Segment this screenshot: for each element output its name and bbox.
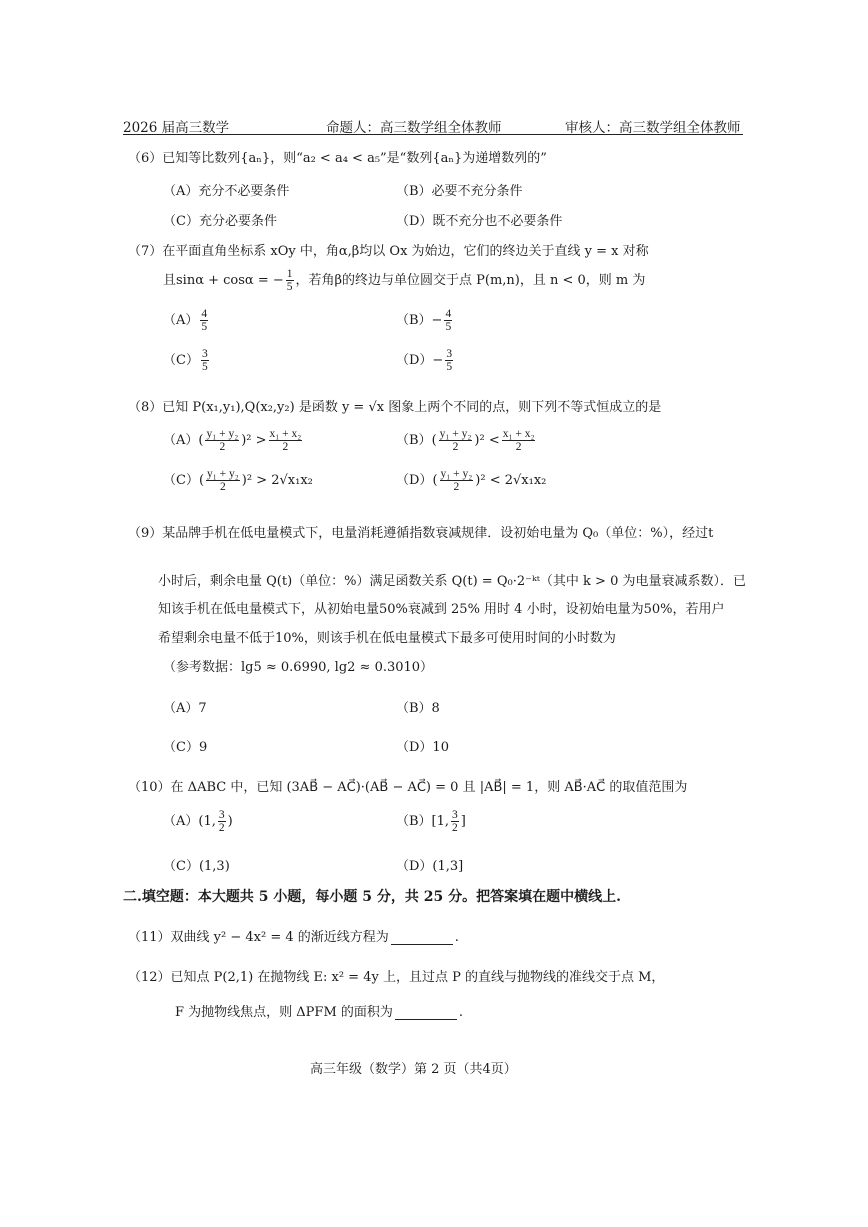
q10-option-a <box>163 809 233 834</box>
q8-d-den: 2 <box>453 481 460 494</box>
q6-option-a: （A）充分不必要条件 <box>163 184 290 199</box>
q8-b-open: ( <box>431 433 437 449</box>
q8-a-num1: y₁ + y₂ <box>206 428 239 440</box>
q11 <box>128 926 459 945</box>
q10-b-label: （B）[1, <box>396 814 450 830</box>
q7-a-label: （A） <box>163 313 199 329</box>
q7-option-a <box>163 308 210 333</box>
q7-c-num: 3 <box>201 348 208 360</box>
q10-option-b <box>396 809 466 834</box>
q12-answer-blank <box>395 1007 457 1020</box>
q7-stem-part2: ，若角β的终边与单位圆交于点 P(m,n)，且 n < 0，则 m 为 <box>295 273 646 289</box>
q10-stem: （10）在 ΔABC 中，已知 (3AB⃗ − AC⃗)·(AB⃗ − AC⃗) = 0 且 |AB⃗| = 1，则 AB⃗·AC⃗ 的取值范围为 <box>128 780 688 795</box>
q8-option-c <box>163 468 313 493</box>
q8-a-mid: )² > <box>241 433 267 449</box>
q7-d-frac <box>445 348 453 373</box>
q8-b-den2: 2 <box>515 441 522 454</box>
q10-b-frac <box>451 809 459 834</box>
q8-a-open: ( <box>198 433 204 449</box>
q11-end: . <box>454 930 459 945</box>
q10-b-den: 2 <box>452 822 458 835</box>
q8-c-num: y₁ + y₂ <box>207 468 239 480</box>
q9-line1: （9）某品牌手机在低电量模式下，电量消耗遵循指数衰减规律．设初始电量为 Q₀（单位：%），经过t <box>128 526 714 541</box>
q8-a-frac2 <box>269 428 303 453</box>
q10-a-label: （A）(1, <box>163 814 216 830</box>
q7-b-den: 5 <box>445 321 452 334</box>
q7-stem-line2 <box>163 268 645 293</box>
q8-b-mid: )² < <box>474 433 500 449</box>
q9-option-a: （A）7 <box>163 701 207 716</box>
q7-option-b <box>396 308 454 333</box>
page-footer: 高三年级（数学）第 2 页（共4页） <box>310 1062 517 1077</box>
q12-line2 <box>175 1001 463 1020</box>
q7-d-num: 3 <box>446 348 453 360</box>
header-left: 2026 届高三数学 <box>123 120 230 136</box>
q7-a-frac <box>200 308 208 333</box>
q8-d-open: ( <box>432 473 438 489</box>
q6-option-c: （C）充分必要条件 <box>163 214 277 229</box>
q8-c-open: ( <box>198 473 205 489</box>
q12-line1: （12）已知点 P(2,1) 在抛物线 E: x² = 4y 上，且过点 P 的直线与抛物线的准线交于点 M， <box>128 970 665 985</box>
q7-option-d <box>396 348 455 373</box>
q7-c-frac <box>201 348 209 373</box>
q8-b-frac2 <box>502 428 536 453</box>
q12-stem: F 为抛物线焦点，则 ΔPFM 的面积为 <box>175 1005 393 1020</box>
q9-option-b: （B）8 <box>396 701 440 716</box>
q10-a-num: 3 <box>218 809 225 821</box>
q9-option-c: （C）9 <box>163 740 208 755</box>
q9-option-d: （D）10 <box>396 740 449 755</box>
q8-b-den1: 2 <box>452 441 459 454</box>
q9-line2: 小时后，剩余电量 Q(t)（单位：%）满足函数关系 Q(t) = Q₀·2⁻ᵏᵗ（其中 k > 0 为电量衰减系数）．已 <box>158 574 746 589</box>
header-rule <box>123 134 743 135</box>
q8-option-d <box>396 468 546 493</box>
q8-stem: （8）已知 P(x₁,y₁),Q(x₂,y₂) 是函数 y = √x 图象上两个不同的点，则下列不等式恒成立的是 <box>128 400 662 415</box>
q8-b-num1: y₁ + y₂ <box>439 428 472 440</box>
q8-option-b <box>396 428 537 453</box>
q7-b-num: 4 <box>445 308 452 320</box>
q7-stem-part1: 且sinα + cosα = − <box>163 273 284 289</box>
q10-option-d: （D）(1,3] <box>396 859 464 874</box>
q12-end: . <box>458 1005 464 1020</box>
q8-a-frac1 <box>205 428 239 453</box>
q8-d-num: y₁ + y₂ <box>440 468 473 480</box>
q8-c-frac <box>206 468 240 493</box>
q8-a-num2: x₁ + x₂ <box>269 428 302 440</box>
q8-b-label: （B） <box>396 433 432 449</box>
q6-option-b: （B）必要不充分条件 <box>396 184 523 199</box>
q10-a-den: 2 <box>218 822 225 835</box>
q7-d-label: （D）− <box>396 353 444 369</box>
q8-option-a <box>163 428 304 453</box>
q7-stem-line1: （7）在平面直角坐标系 xOy 中，角α,β均以 Ox 为始边，它们的终边关于直线 y = x 对称 <box>128 244 649 259</box>
q8-c-tail: )² > 2√x₁x₂ <box>241 473 313 489</box>
q10-a-end: ) <box>227 814 233 830</box>
q8-d-label: （D） <box>396 473 433 489</box>
q8-a-label: （A） <box>163 433 199 449</box>
q8-a-den2: 2 <box>282 441 289 454</box>
q8-a-den1: 2 <box>219 441 226 454</box>
q8-b-num2: x₁ + x₂ <box>502 428 535 440</box>
q11-stem: （11）双曲线 y² − 4x² = 4 的渐近线方程为 <box>128 930 389 945</box>
q6-option-d: （D）既不充分也不必要条件 <box>396 214 563 229</box>
q7-c-den: 5 <box>201 361 208 374</box>
q7-c-label: （C） <box>163 353 199 369</box>
header-right: 审核人：高三数学组全体教师 <box>565 120 741 136</box>
q7-a-num: 4 <box>201 308 208 320</box>
q7-option-c <box>163 348 211 373</box>
q9-line4: 希望剩余电量不低于10%，则该手机在低电量模式下最多可使用时间的小时数为 <box>158 631 616 646</box>
q8-d-tail: )² < 2√x₁x₂ <box>475 473 547 489</box>
q7-b-frac <box>444 308 452 333</box>
q8-b-frac1 <box>439 428 473 453</box>
q10-a-frac <box>218 809 226 834</box>
q7-a-den: 5 <box>201 321 208 334</box>
q6-stem: （6）已知等比数列{aₙ}，则“a₂ < a₄ < a₅”是“数列{aₙ}为递增数列的” <box>128 151 547 166</box>
q10-option-c: （C）(1,3) <box>163 859 230 874</box>
q7-frac-num: 1 <box>286 268 293 280</box>
q7-b-label: （B）− <box>396 313 443 329</box>
q8-d-frac <box>440 468 474 493</box>
q7-frac-den: 5 <box>286 281 293 294</box>
q8-c-label: （C） <box>163 473 199 489</box>
header-middle: 命题人：高三数学组全体教师 <box>326 120 502 136</box>
q7-d-den: 5 <box>446 361 453 374</box>
q10-b-num: 3 <box>452 809 458 821</box>
q11-answer-blank <box>391 932 453 945</box>
q7-fraction <box>286 268 294 293</box>
q9-reference-data: （参考数据：lg5 ≈ 0.6990, lg2 ≈ 0.3010） <box>163 660 434 675</box>
q10-b-end: ] <box>460 814 466 830</box>
section-2-heading: 二.填空题：本大题共 5 小题，每小题 5 分，共 25 分。把答案填在题中横线上. <box>123 889 621 905</box>
q9-line3: 知该手机在低电量模式下，从初始电量50%衰减到 25% 用时 4 小时，设初始电量为50%，若用户 <box>158 602 725 617</box>
q8-c-den: 2 <box>220 481 226 494</box>
